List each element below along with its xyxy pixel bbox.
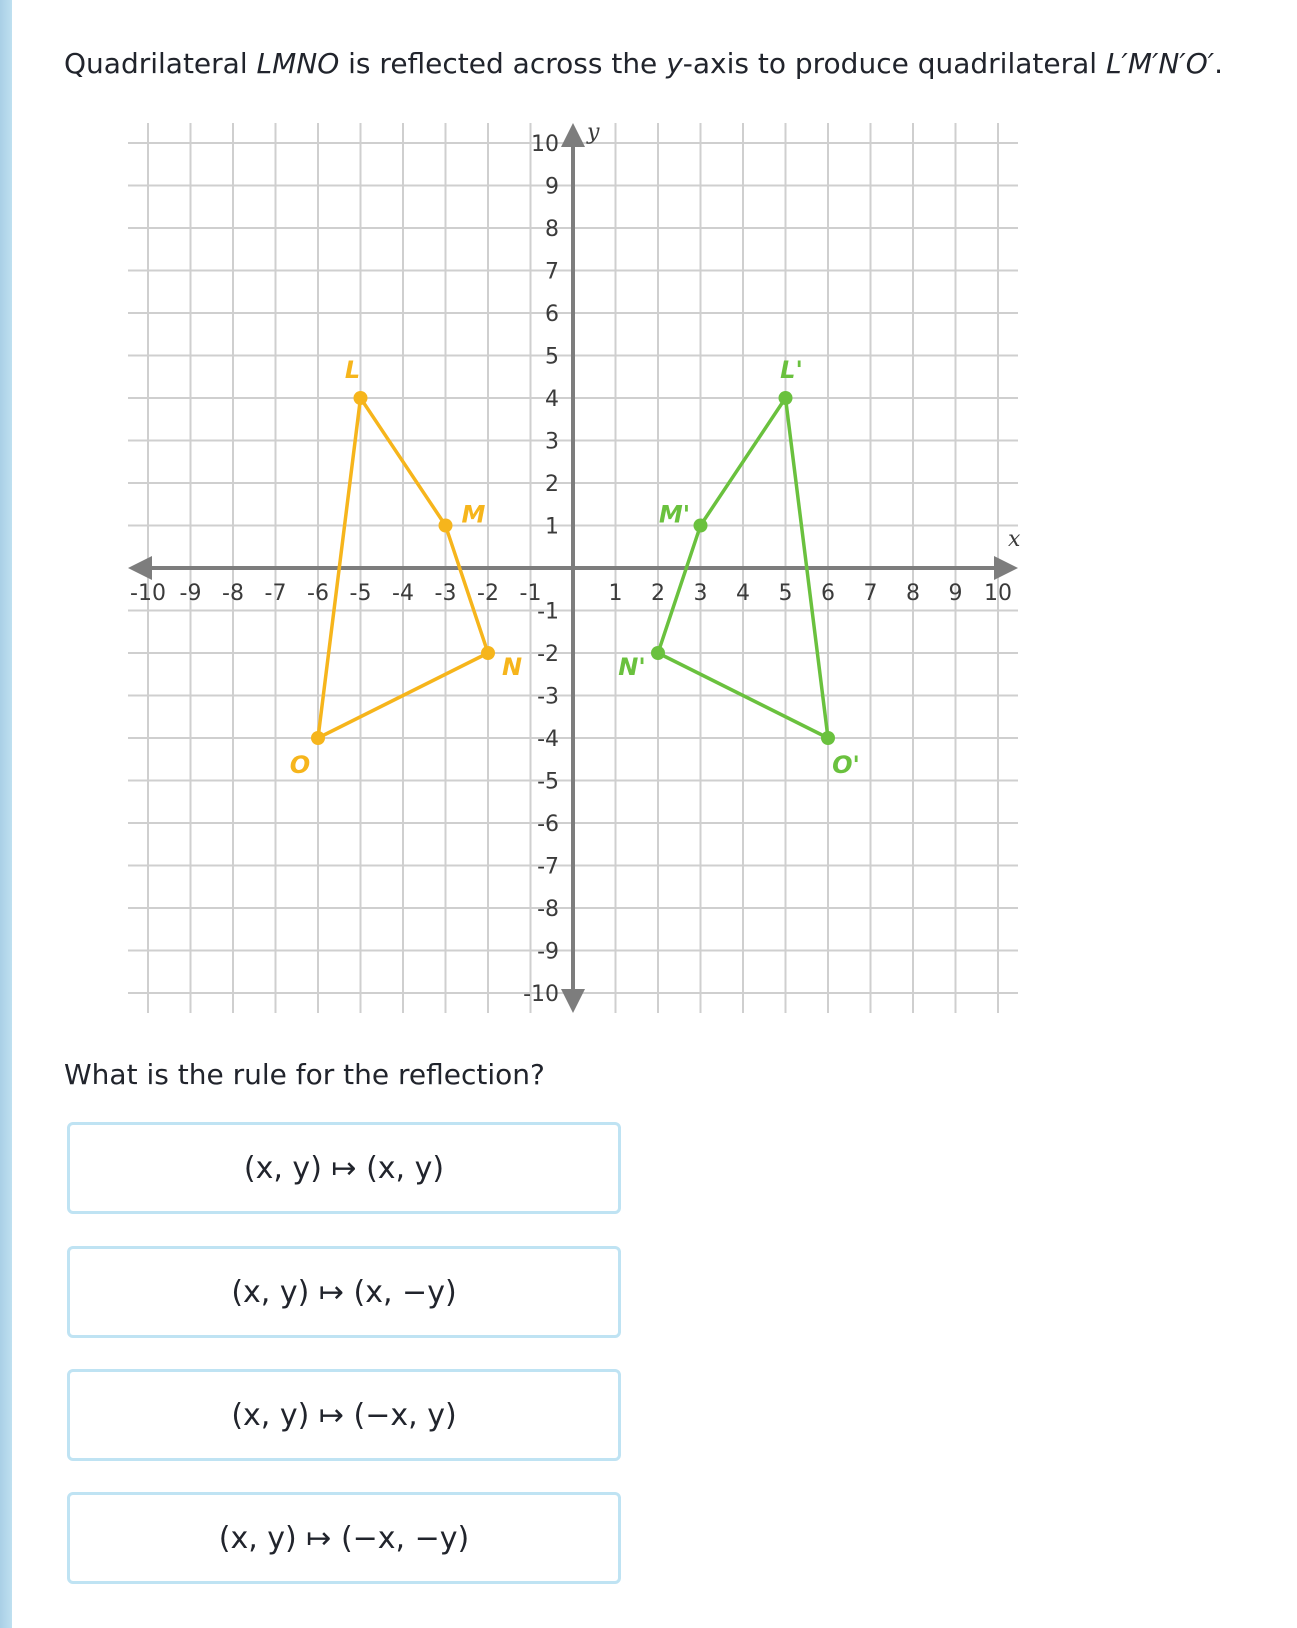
y-axis-label: y xyxy=(587,120,600,145)
original-quadrilateral-vertex-label-2: N xyxy=(501,653,523,681)
x-tick-label: 6 xyxy=(821,581,835,606)
x-tick-label: 5 xyxy=(778,581,793,606)
x-tick-label: 7 xyxy=(863,581,878,606)
choice-4-label: (x, y) ↦ (−x, −y) xyxy=(218,1520,470,1556)
y-tick-label: -8 xyxy=(537,897,559,922)
y-tick-label: -10 xyxy=(523,982,559,1007)
y-tick-label: 3 xyxy=(545,429,559,455)
x-axis-arrow-left xyxy=(128,556,152,580)
y-tick-label: -3 xyxy=(537,684,559,710)
x-tick-label: 4 xyxy=(736,581,750,606)
y-tick-label: -9 xyxy=(537,939,559,965)
x-tick-label: -10 xyxy=(130,581,166,606)
x-tick-label: -3 xyxy=(434,581,457,606)
x-tick-label: 8 xyxy=(906,581,920,606)
choice-3-button[interactable] xyxy=(67,1369,621,1461)
x-tick-label: -9 xyxy=(179,581,202,606)
y-tick-label: 4 xyxy=(545,387,559,412)
question-part-4: . xyxy=(1214,47,1224,80)
image-quadrilateral-vertex-label-2: N' xyxy=(618,653,646,681)
y-tick-label: 5 xyxy=(545,344,559,370)
image-quadrilateral-vertex-0 xyxy=(779,391,793,405)
image-quadrilateral-vertex-3 xyxy=(821,731,835,745)
y-tick-label: 8 xyxy=(545,217,559,242)
x-tick-label: 3 xyxy=(693,581,708,606)
x-tick-label: -4 xyxy=(392,581,414,606)
question-text xyxy=(64,44,1284,84)
axis-variable: y xyxy=(666,47,683,80)
y-tick-label: -1 xyxy=(537,599,559,625)
y-tick-label: 2 xyxy=(545,472,559,497)
image-quadrilateral-vertex-label-0: L' xyxy=(780,356,803,384)
left-rail xyxy=(0,0,12,1628)
y-tick-label: 6 xyxy=(545,302,559,327)
x-tick-label: -2 xyxy=(477,581,499,606)
original-quadrilateral-name: LMNO xyxy=(256,47,340,80)
question-part-1: Quadrilateral xyxy=(64,47,257,80)
choice-3-label: (x, y) ↦ (−x, y) xyxy=(231,1397,457,1433)
image-quadrilateral-vertex-1 xyxy=(694,519,708,533)
x-tick-label: -1 xyxy=(519,581,542,606)
original-quadrilateral-vertex-label-1: M xyxy=(461,500,486,529)
question-part-2: is reflected across the xyxy=(339,47,667,80)
original-quadrilateral-vertex-2 xyxy=(481,646,495,660)
choice-1-label: (x, y) ↦ (x, y) xyxy=(243,1150,445,1186)
choice-4-button[interactable] xyxy=(67,1492,621,1584)
y-tick-label: -4 xyxy=(537,727,559,752)
x-tick-label: 9 xyxy=(948,581,963,606)
original-quadrilateral-vertex-label-3: O xyxy=(289,751,311,779)
y-tick-label: 1 xyxy=(545,514,559,540)
x-tick-label: -5 xyxy=(349,581,372,606)
image-quadrilateral-name: L′M′N′O′ xyxy=(1105,47,1215,80)
coordinate-graph xyxy=(118,118,1021,1007)
image-quadrilateral-vertex-label-3: O' xyxy=(832,751,860,779)
question-part-3: -axis to produce quadrilateral xyxy=(682,47,1106,80)
x-tick-label: 10 xyxy=(984,581,1012,606)
x-tick-label: -6 xyxy=(307,581,329,606)
prompt-text: What is the rule for the reflection? xyxy=(64,1058,545,1091)
y-tick-label: 9 xyxy=(545,174,559,200)
image-quadrilateral-vertex-label-1: M' xyxy=(658,500,691,529)
coordinate-plane-svg xyxy=(118,118,1021,1007)
original-quadrilateral-vertex-1 xyxy=(439,519,453,533)
x-axis-label: x xyxy=(1008,527,1021,552)
y-tick-label: -2 xyxy=(537,642,559,667)
original-quadrilateral-vertex-0 xyxy=(354,391,368,405)
y-axis-arrow-up xyxy=(561,123,585,147)
choice-1-button[interactable] xyxy=(67,1122,621,1214)
choice-2-label: (x, y) ↦ (x, −y) xyxy=(231,1274,457,1310)
x-tick-label: 2 xyxy=(651,581,665,606)
y-tick-label: -6 xyxy=(537,812,559,837)
x-tick-label: 1 xyxy=(608,581,623,606)
y-tick-label: -7 xyxy=(537,854,559,880)
original-quadrilateral-vertex-3 xyxy=(311,731,325,745)
choice-2-button[interactable] xyxy=(67,1246,621,1338)
y-tick-label: -5 xyxy=(537,769,559,795)
y-tick-label: 7 xyxy=(545,259,559,285)
original-quadrilateral-vertex-label-0: L xyxy=(344,356,361,384)
image-quadrilateral-vertex-2 xyxy=(651,646,665,660)
x-tick-label: -7 xyxy=(264,581,287,606)
y-tick-label: 10 xyxy=(531,132,559,157)
x-tick-label: -8 xyxy=(222,581,244,606)
